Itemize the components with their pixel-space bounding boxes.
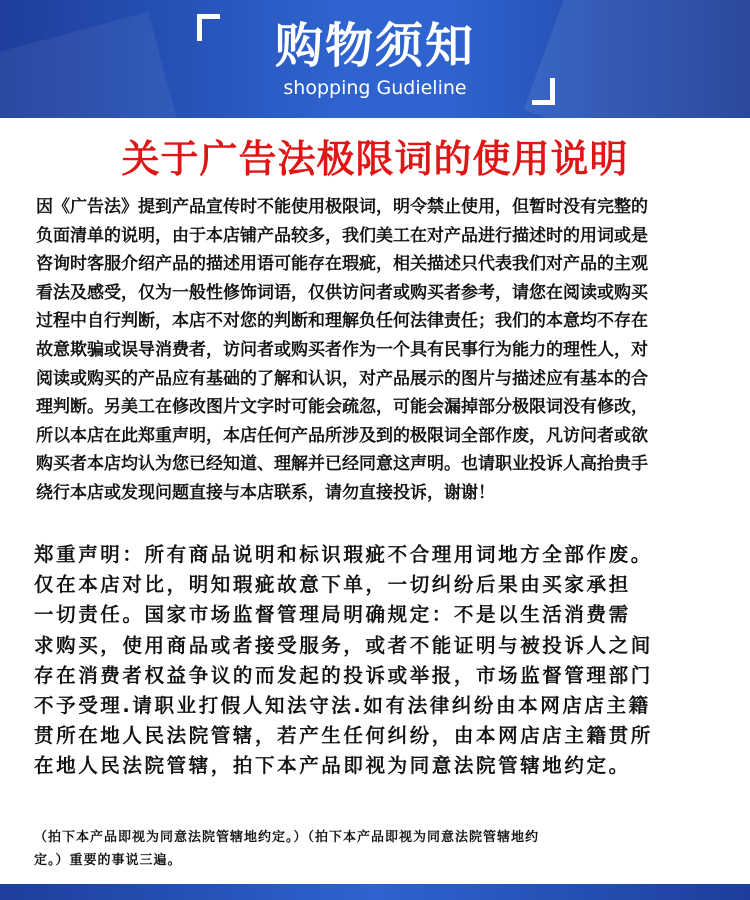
statement-line: 仅在本店对比，明知瑕疵故意下单，一切纠纷后果由买家承担 <box>34 573 631 597</box>
statement-line: 一切责任。国家市场监督管理局明确规定：不是以生活消费需 <box>34 603 631 627</box>
solemn-statement-paragraph <box>34 540 724 782</box>
paragraph-line: 看法及感受，仅为一般性修饰词语，仅供访问者或购买者参考，请您在阅读或购买 <box>36 282 648 303</box>
banner-subtitle: shopping Gudieline <box>283 77 467 99</box>
paragraph-line: 所以本店在此郑重声明，本店任何产品所涉及到的极限词全部作废，凡访问者或欲 <box>36 425 648 446</box>
note-line: （拍下本产品即视为同意法院管辖地约定。）（拍下本产品即视为同意法院管辖地约 <box>34 830 540 845</box>
statement-line: 郑重声明：所有商品说明和标识瑕疵不合理用词地方全部作废。 <box>34 543 653 566</box>
paragraph-line: 理判断。另美工在修改图片文字时可能会疏忽，可能会漏掉部分极限词没有修改， <box>36 397 648 418</box>
statement-line: 不予受理.请职业打假人知法守法.如有法律纠纷由本网店店主籍 <box>34 694 651 718</box>
statement-line: 求购买，使用商品或者接受服务，或者不能证明与被投诉人之间 <box>34 633 653 657</box>
paragraph-line: 绕行本店或发现问题直接与本店联系，请勿直接投诉，谢谢！ <box>36 482 495 503</box>
paragraph-line: 负面清单的说明，由于本店铺产品较多，我们美工在对产品进行描述时的用词或是 <box>36 225 648 246</box>
repeat-note <box>34 826 724 872</box>
statement-line: 在地人民法院管辖，拍下本产品即视为同意法院管辖地约定。 <box>34 754 631 778</box>
paragraph-line: 阅读或购买的产品应有基础的了解和认识，对产品展示的图片与描述应有基本的合 <box>36 368 648 389</box>
paragraph-line: 故意欺骗或误导消费者，访问者或购买者作为一个具有民事行为能力的理性人，对 <box>36 339 648 360</box>
paragraph-line: 购买者本店均认为您已经知道、理解并已经同意这声明。也请职业投诉人高抬贵手 <box>36 454 648 475</box>
paragraph-line: 过程中自行判断，本店不对您的判断和理解负任何法律责任；我们的本意均不存在 <box>36 311 648 332</box>
paragraph-line: 咨询时客服介绍产品的描述用语可能存在瑕疵，相关描述只代表我们对产品的主观 <box>36 254 648 275</box>
disclaimer-paragraph <box>36 193 716 508</box>
statement-line: 贯所在地人民法院管辖，若产生任何纠纷，由本网店店主籍贯所 <box>34 724 653 748</box>
banner-title: 购物须知 <box>274 18 475 74</box>
bottom-bar <box>0 884 750 900</box>
page-headline: 关于广告法极限词的使用说明 <box>121 137 629 181</box>
note-line: 定。）重要的事说三遍。 <box>34 853 182 868</box>
banner <box>0 0 750 118</box>
paragraph-line: 因《广告法》提到产品宣传时不能使用极限词，明令禁止使用，但暂时没有完整的 <box>36 197 648 217</box>
statement-line: 存在消费者权益争议的而发起的投诉或举报，市场监督管理部门 <box>34 663 653 687</box>
